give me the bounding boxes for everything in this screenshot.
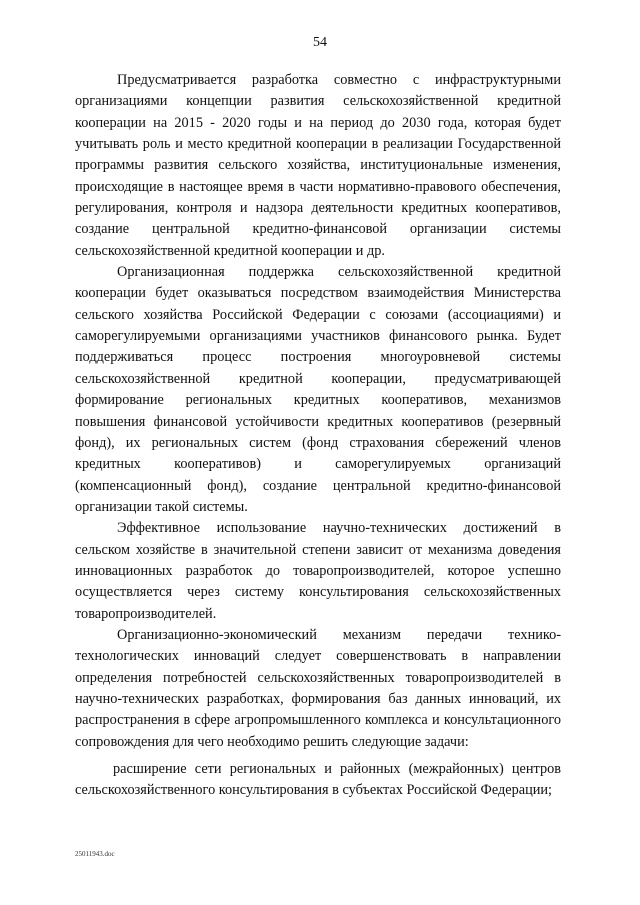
footer-file-name: 25011943.doc (75, 850, 115, 858)
paragraph-credit-cooperation-concept: Предусматривается разработка совместно с инфраструктурными организациями концепции развития сельскохозяйственной кредитной кооперации на 2015 - 2020 годы и на период до 2030 года, которая будет учитывать роль и место кредитной кооперации в реализации Государственной программы развития сельского хозяйства, институциональные изменения, происходящие в настоящее время в части нормативно-правового обеспечения, регулирования, контроля и надзора деятельности кредитных кооперативов, создание центральной кредитно-финансовой организации системы сельскохозяйственной кредитной кооперации и др. (75, 72, 561, 259)
paragraph-innovation-transfer-mechanism: Организационно-экономический механизм передачи технико-технологических инноваций следует совершенствовать в направлении определения потребностей сельскохозяйственных товаропроизводителей в научно-технических разработках, формирования баз данных инноваций, их распространения в сфере агропромышленного комплекса и консультационного сопровождения для чего необходимо решить следующие задачи: (75, 626, 561, 750)
page-number: 54 (313, 35, 327, 50)
paragraph-scientific-achievements: Эффективное использование научно-технических достижений в сельском хозяйстве в значительной степени зависит от механизма доведения инновационных разработок до товаропроизводителей, которое успешно осуществляется через систему консультирования сельскохозяйственных товаропроизводителей. (75, 520, 561, 622)
document-body (75, 70, 561, 802)
paragraph-organizational-support: Организационная поддержка сельскохозяйственной кредитной кооперации будет оказываться посредством взаимодействия Министерства сельского хозяйства Российской Федерации с союзами (ассоциациями) и саморегулируемыми организациями участников финансового рынка. Будет поддерживаться процесс построения многоуровневой системы сельскохозяйственной кредитной кооперации, предусматривающей формирование региональных кредитных кооперативов, механизмов повышения финансовой устойчивости кредитных кооперативов (резервный фонд), их региональных систем (фонд страхования сбережений членов кредитных кооперативов) и саморегулируемых организаций (компенсационный фонд), создание центральной кредитно-финансовой организации такой системы. (75, 264, 561, 515)
list-item-consulting-centers: расширение сети региональных и районных (межрайонных) центров сельскохозяйственного консультирования в субъектах Российской Федерации; (75, 761, 561, 799)
